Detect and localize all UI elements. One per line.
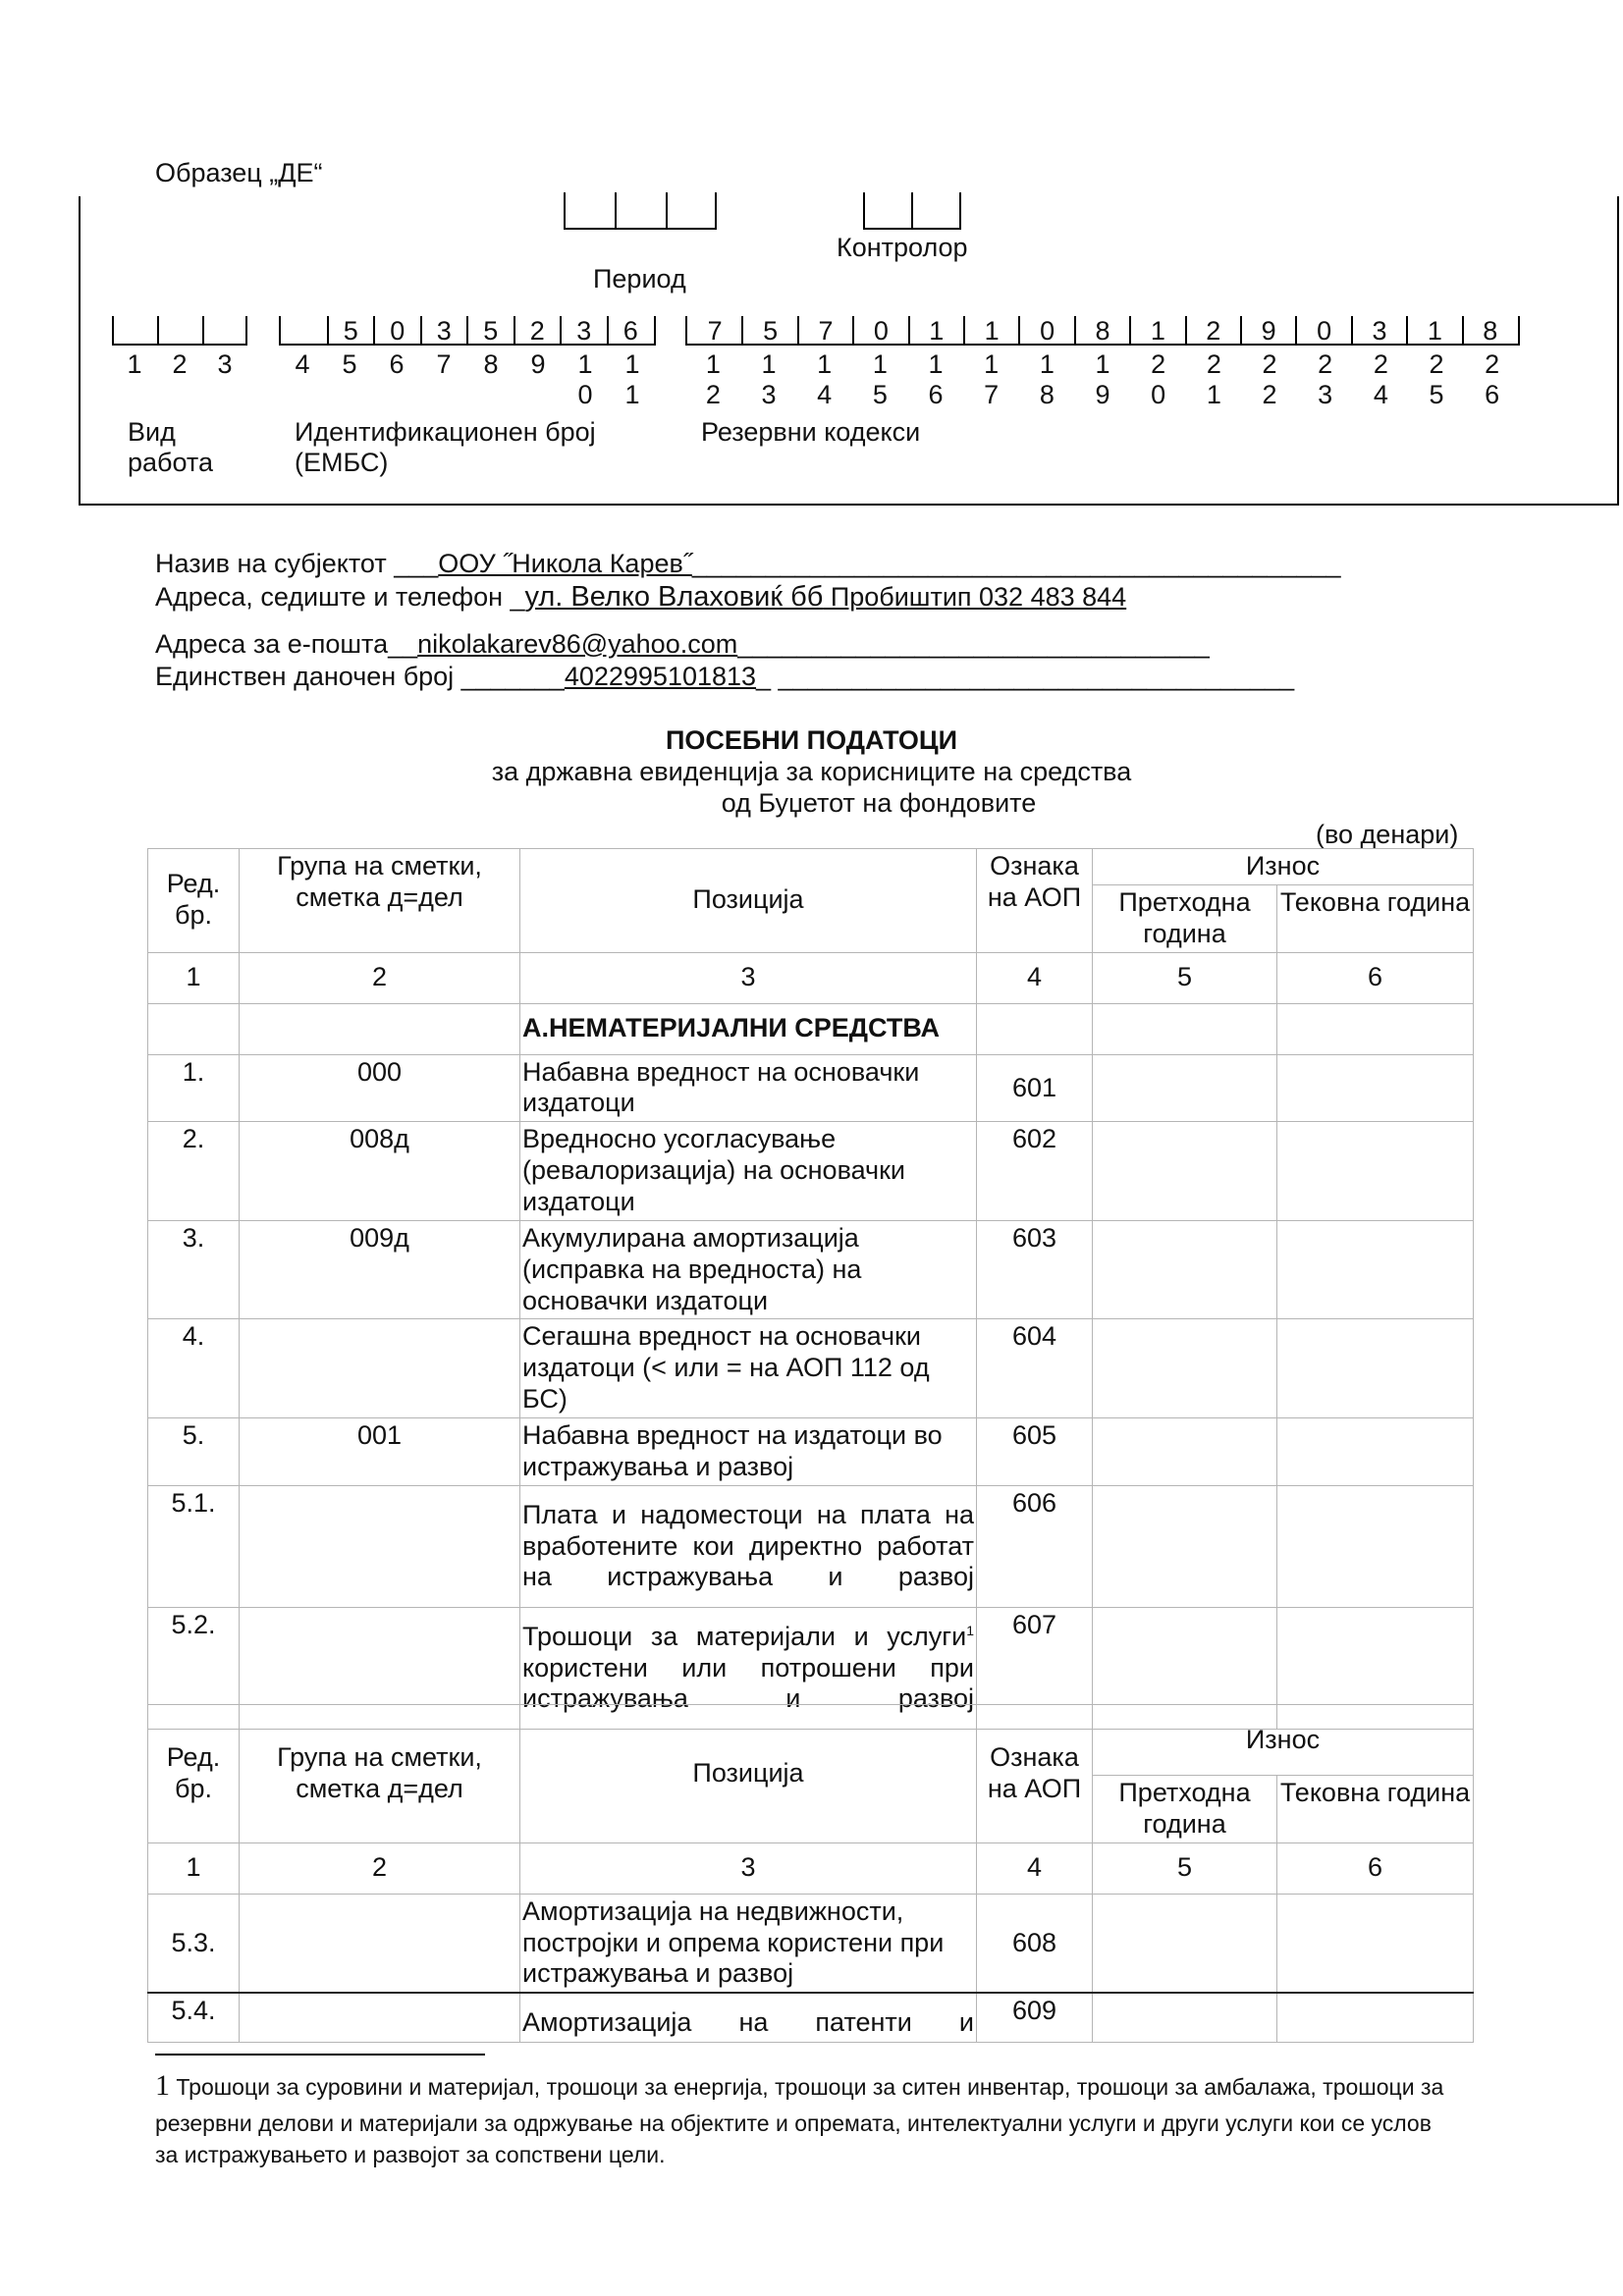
section-subtitle-2: од Буџетот на фондовите xyxy=(721,788,1037,818)
work-type-label-2: работа xyxy=(128,448,213,477)
box-index: 5 xyxy=(872,380,888,409)
id-number-boxes[interactable] xyxy=(279,316,656,346)
subject-name-fill: ____________________________________________ xyxy=(691,549,1341,578)
row-aop: 609 xyxy=(977,1993,1093,2042)
box-digit: 1 xyxy=(929,316,945,346)
subject-tax-line xyxy=(155,661,1294,692)
column-number: 2 xyxy=(240,1842,520,1894)
column-number: 5 xyxy=(1093,1842,1277,1894)
box-index: 1 xyxy=(1039,349,1055,379)
box-digit: 7 xyxy=(818,316,834,346)
subject-email-value: nikolakarev86@yahoo.com xyxy=(417,629,738,659)
header-frame-bottom xyxy=(79,504,1619,506)
box-index: 4 xyxy=(295,349,310,379)
box-digit: 2 xyxy=(529,316,545,346)
column-number: 4 xyxy=(977,1842,1093,1894)
row-curr-value[interactable] xyxy=(1277,1418,1474,1486)
box-digit: 3 xyxy=(1372,316,1387,346)
row-position: Амортизација на недвижности, постројки и опрема користени при истражувања и развој xyxy=(520,1894,977,1993)
row-no: 3. xyxy=(148,1220,240,1319)
box-index: 2 xyxy=(1262,349,1277,379)
row-position-text-2: користени или потрошени при истражувања и развој xyxy=(522,1652,974,1714)
row-aop: 605 xyxy=(977,1418,1093,1486)
period-label: Период xyxy=(593,264,686,294)
header-row-no: Ред. бр. xyxy=(148,849,240,953)
header-current-year: Тековна година xyxy=(1277,1776,1474,1843)
section-title: ПОСЕБНИ ПОДАТОЦИ xyxy=(665,725,958,755)
box-index: 1 xyxy=(817,349,833,379)
subject-address-label: Адреса, седиште и телефон _ xyxy=(155,582,525,612)
box-index: 2 xyxy=(172,349,188,379)
row-position: Набавна вредност на издатоци во истражувања и развој xyxy=(520,1418,977,1486)
box-index: 1 xyxy=(624,349,640,379)
row-account: 001 xyxy=(240,1418,520,1486)
row-account xyxy=(240,1485,520,1607)
box-index: 1 xyxy=(705,349,721,379)
column-number: 4 xyxy=(977,952,1093,1003)
box-digit: 8 xyxy=(1483,316,1498,346)
row-curr-value[interactable] xyxy=(1277,1485,1474,1607)
subject-address-line xyxy=(155,580,1126,614)
column-number: 6 xyxy=(1277,1842,1474,1894)
subject-address-city: Пробиштип 032 483 844 xyxy=(823,582,1127,612)
box-index: 1 xyxy=(1206,380,1221,409)
box-digit: 0 xyxy=(1040,316,1055,346)
row-prev-value[interactable] xyxy=(1093,1418,1277,1486)
box-index: 1 xyxy=(1095,349,1110,379)
subject-name-line xyxy=(155,548,1341,579)
column-number: 1 xyxy=(148,952,240,1003)
reserve-code-boxes[interactable] xyxy=(685,316,1520,346)
row-position: Сегашна вредност на основачки издатоци (< или = на АОП 112 од БС) xyxy=(520,1319,977,1418)
subject-tax-fill: _ ___________________________________ xyxy=(756,662,1295,691)
box-digit: 9 xyxy=(1261,316,1276,346)
row-account xyxy=(240,1894,520,1993)
controller-label: Контролор xyxy=(837,233,968,262)
box-index: 3 xyxy=(217,349,233,379)
box-index: 8 xyxy=(1039,380,1055,409)
row-prev-value[interactable] xyxy=(1093,1054,1277,1122)
row-no: 1. xyxy=(148,1054,240,1122)
box-digit: 0 xyxy=(873,316,889,346)
row-position: Плата и надоместоци на плата на вработените кои директно работат на истражувања и развој xyxy=(520,1485,977,1607)
header-current-year: Тековна година xyxy=(1277,884,1474,952)
column-numbers-row xyxy=(148,952,1474,1003)
box-index: 2 xyxy=(1151,349,1166,379)
unit-note: (во денари) xyxy=(1316,820,1459,849)
row-aop: 607 xyxy=(977,1607,1093,1729)
row-prev-value[interactable] xyxy=(1093,1319,1277,1418)
box-digit: 2 xyxy=(1206,316,1221,346)
row-no: 2. xyxy=(148,1122,240,1221)
box-index: 1 xyxy=(577,349,593,379)
header-amount: Износ xyxy=(1093,1705,1474,1776)
row-no: 5.4. xyxy=(148,1993,240,2042)
row-prev-value[interactable] xyxy=(1093,1894,1277,1993)
subject-email-fill: ________________________________ xyxy=(737,629,1210,659)
header-previous-year: Претходна година xyxy=(1093,1776,1277,1843)
box-digit: 7 xyxy=(707,316,723,346)
box-index: 1 xyxy=(624,380,640,409)
form-title: Образец „ДЕ“ xyxy=(155,158,323,187)
box-index: 6 xyxy=(1485,380,1500,409)
row-position: Набавна вредност на основачки издатоци xyxy=(520,1054,977,1122)
subject-tax-value: 4022995101813 xyxy=(564,662,757,691)
row-account: 000 xyxy=(240,1054,520,1122)
box-index: 2 xyxy=(1429,349,1444,379)
box-digit: 1 xyxy=(984,316,1000,346)
header-account-group: Група на сметки, сметка д=дел xyxy=(240,849,520,953)
row-aop: 602 xyxy=(977,1122,1093,1221)
box-index: 7 xyxy=(436,349,452,379)
box-index: 9 xyxy=(530,349,546,379)
row-account: 008д xyxy=(240,1122,520,1221)
header-account-group: Група на сметки, сметка д=дел xyxy=(240,1705,520,1843)
id-label-2: (ЕМБС) xyxy=(295,448,389,477)
header-previous-year: Претходна година xyxy=(1093,884,1277,952)
box-digit: 0 xyxy=(390,316,406,346)
header-amount: Износ xyxy=(1093,849,1474,885)
row-account: 009д xyxy=(240,1220,520,1319)
box-digit: 1 xyxy=(1150,316,1165,346)
box-index: 0 xyxy=(1151,380,1166,409)
row-position: Акумулирана амортизација (исправка на вредноста) на основачки издатоци xyxy=(520,1220,977,1319)
box-index: 7 xyxy=(984,380,1000,409)
row-account xyxy=(240,1319,520,1418)
column-number: 3 xyxy=(520,1842,977,1894)
row-position: Амортизација на патенти и xyxy=(520,1993,977,2042)
column-number: 6 xyxy=(1277,952,1474,1003)
box-index: 5 xyxy=(1429,380,1444,409)
controller-boxes[interactable] xyxy=(863,192,961,230)
row-curr-value[interactable] xyxy=(1277,1993,1474,2042)
data-table-1 xyxy=(147,848,1474,1730)
subject-email-label: Адреса за е-пошта__ xyxy=(155,629,418,659)
header-position: Позиција xyxy=(520,1705,977,1843)
subject-email-line xyxy=(155,628,1210,660)
footnote-ref: 1 xyxy=(966,1622,974,1638)
box-digit: 5 xyxy=(763,316,779,346)
box-index: 1 xyxy=(761,349,777,379)
section-subtitle-1: за државна евиденција за корисниците на средства xyxy=(491,757,1132,786)
subject-name-value: ООУ ˝Никола Карев˝ xyxy=(438,549,692,578)
subject-name-label: Назив на субјектот ___ xyxy=(155,549,439,578)
box-digit: 5 xyxy=(343,316,358,346)
row-position-text: Трошоци за материјали и услуги xyxy=(522,1621,967,1651)
box-digit: 3 xyxy=(576,316,592,346)
box-index: 6 xyxy=(389,349,405,379)
box-index: 2 xyxy=(1485,349,1500,379)
row-aop: 603 xyxy=(977,1220,1093,1319)
footnote-text: Трошоци за суровини и материјал, трошоци за енергија, трошоци за ситен инвентар, трошоци за амбалажа, трошоци за резервни делови и материјали за одржување на објектите и опремата, интелектуални услуги и други услуги кои се услов за истражувањето и развојот за сопствени цели. xyxy=(155,2074,1444,2168)
row-curr-value[interactable] xyxy=(1277,1054,1474,1122)
box-digit: 0 xyxy=(1317,316,1332,346)
box-index: 3 xyxy=(1318,380,1333,409)
box-index: 2 xyxy=(1318,349,1333,379)
box-digit: 3 xyxy=(436,316,452,346)
column-numbers-row xyxy=(148,1842,1474,1894)
box-index: 3 xyxy=(761,380,777,409)
header-aop: Ознака на АОП xyxy=(977,1705,1093,1843)
box-index: 2 xyxy=(1262,380,1277,409)
column-number: 1 xyxy=(148,1842,240,1894)
row-prev-value[interactable] xyxy=(1093,1122,1277,1221)
footnote-mark: 1 xyxy=(155,2069,170,2102)
id-label-1: Идентификационен број xyxy=(295,417,596,447)
data-table-2 xyxy=(147,1704,1474,2043)
row-aop: 606 xyxy=(977,1485,1093,1607)
box-index: 2 xyxy=(1206,349,1221,379)
row-prev-value[interactable] xyxy=(1093,1220,1277,1319)
box-index: 6 xyxy=(928,380,944,409)
footnote-separator xyxy=(155,2054,485,2056)
box-index: 8 xyxy=(483,349,499,379)
header-position: Позиција xyxy=(520,849,977,953)
period-boxes[interactable] xyxy=(564,192,717,230)
box-index: 0 xyxy=(577,380,593,409)
row-no: 5. xyxy=(148,1418,240,1486)
box-index: 1 xyxy=(872,349,888,379)
box-digit: 8 xyxy=(1095,316,1110,346)
box-index: 5 xyxy=(342,349,357,379)
row-aop: 608 xyxy=(977,1894,1093,1993)
row-prev-value[interactable] xyxy=(1093,1485,1277,1607)
header-frame-right xyxy=(1617,196,1619,506)
row-curr-value[interactable] xyxy=(1277,1894,1474,1993)
row-aop: 601 xyxy=(977,1054,1093,1122)
row-prev-value[interactable] xyxy=(1093,1993,1277,2042)
row-position: Вредносно усогласување (ревалоризација) на основачки издатоци xyxy=(520,1122,977,1221)
section-a-label: А.НЕМАТЕРИЈАЛНИ СРЕДСТВА xyxy=(520,1003,977,1054)
row-no: 5.2. xyxy=(148,1607,240,1729)
box-digit: 5 xyxy=(483,316,499,346)
box-index: 2 xyxy=(1373,349,1388,379)
column-number: 3 xyxy=(520,952,977,1003)
box-index: 2 xyxy=(705,380,721,409)
row-curr-value[interactable] xyxy=(1277,1122,1474,1221)
row-no: 4. xyxy=(148,1319,240,1418)
column-number: 2 xyxy=(240,952,520,1003)
column-number: 5 xyxy=(1093,952,1277,1003)
subject-tax-label: Единствен даночен број _______ xyxy=(155,662,565,691)
row-curr-value[interactable] xyxy=(1277,1220,1474,1319)
header-aop: Ознака на АОП xyxy=(977,849,1093,953)
box-index: 4 xyxy=(817,380,833,409)
box-index: 1 xyxy=(928,349,944,379)
header-frame-left xyxy=(79,196,81,506)
subject-address-street: ул. Велко Влаховиќ бб xyxy=(524,581,824,613)
row-aop: 604 xyxy=(977,1319,1093,1418)
box-index: 9 xyxy=(1095,380,1110,409)
row-no: 5.1. xyxy=(148,1485,240,1607)
box-digit: 1 xyxy=(1427,316,1442,346)
row-account xyxy=(240,1993,520,2042)
box-index: 1 xyxy=(127,349,142,379)
work-type-boxes[interactable] xyxy=(112,316,247,346)
row-no: 5.3. xyxy=(148,1894,240,1993)
header-row-no: Ред. бр. xyxy=(148,1705,240,1843)
row-curr-value[interactable] xyxy=(1277,1319,1474,1418)
box-index: 1 xyxy=(984,349,1000,379)
box-index: 4 xyxy=(1373,380,1388,409)
footnote xyxy=(155,2065,1451,2171)
reserve-label: Резервни кодекси xyxy=(701,417,921,447)
work-type-label-1: Вид xyxy=(128,417,176,447)
box-digit: 6 xyxy=(622,316,638,346)
